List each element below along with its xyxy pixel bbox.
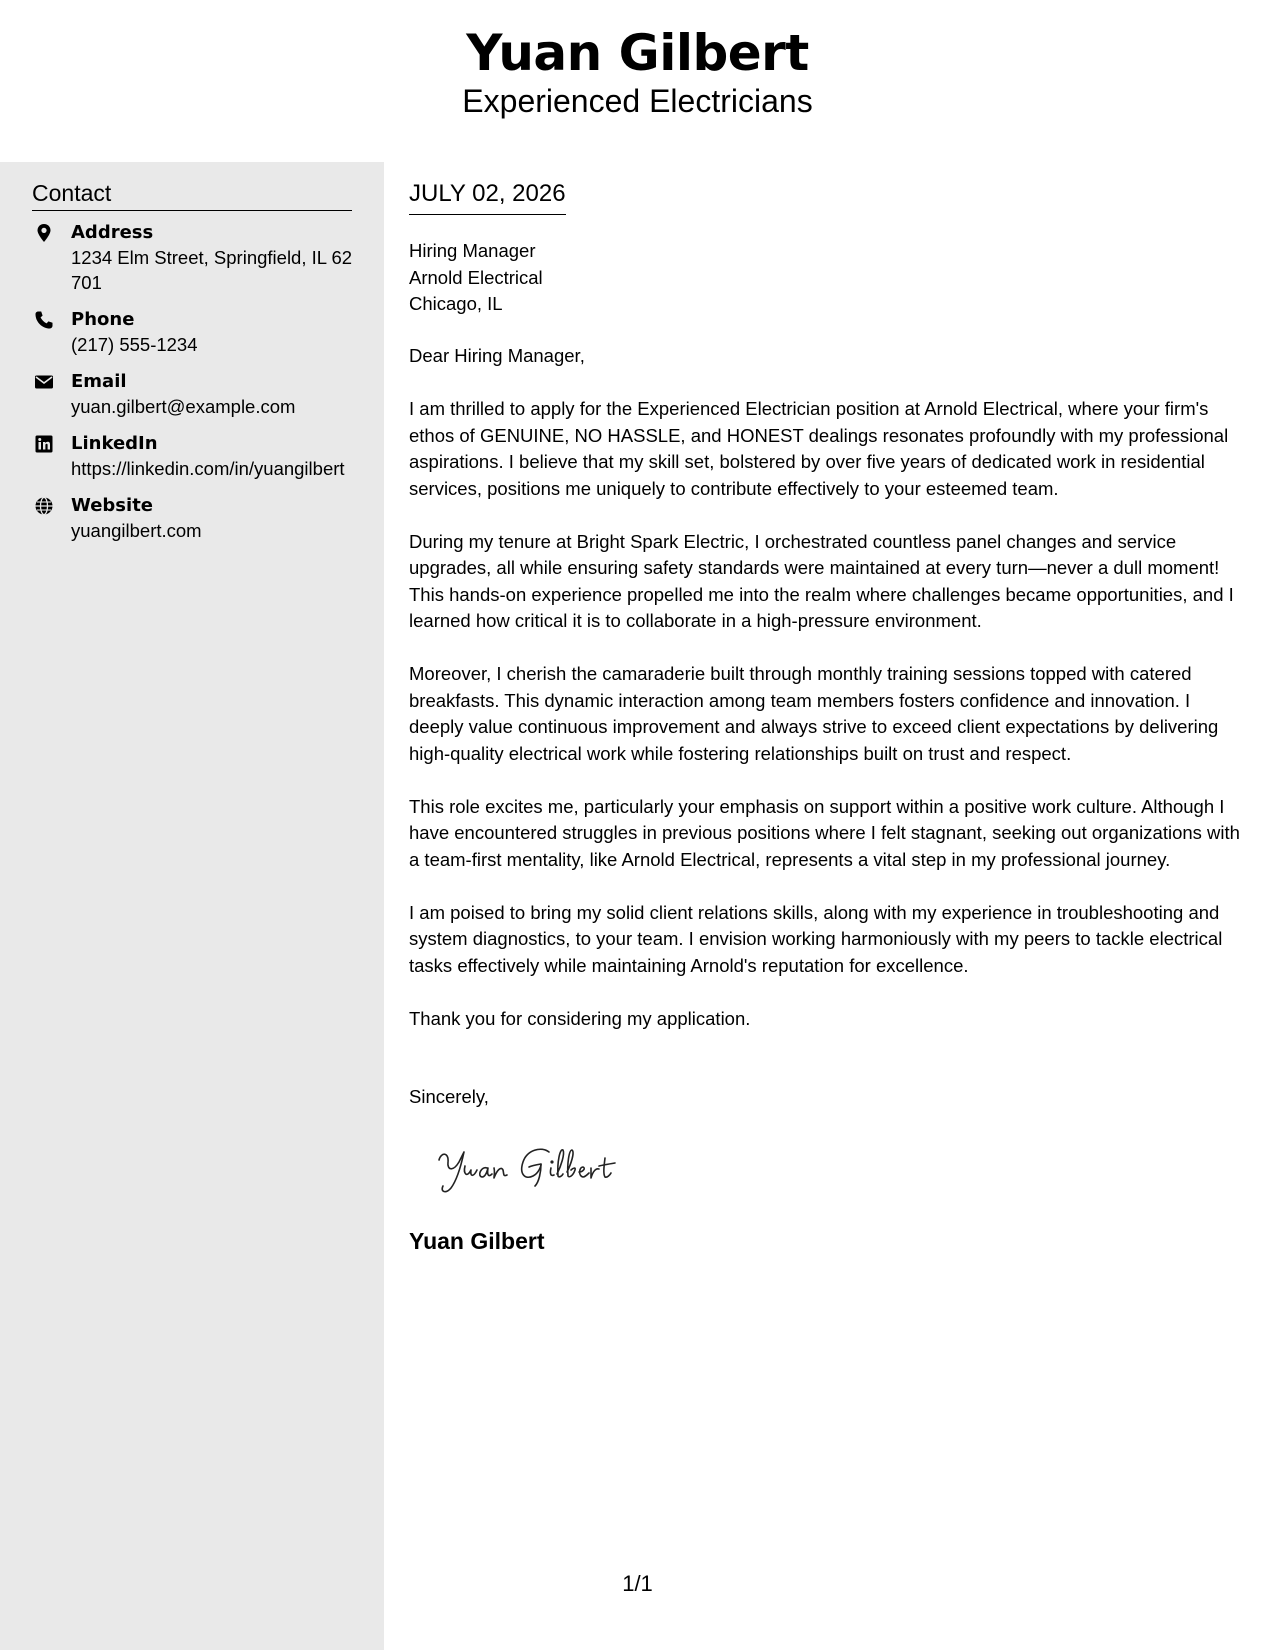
website-value[interactable]: yuangilbert.com xyxy=(71,520,202,541)
contact-sidebar xyxy=(0,162,384,1650)
globe-icon xyxy=(34,496,54,516)
body-paragraph: Moreover, I cherish the camaraderie built through monthly training sessions topped with catered breakfasts. This dynamic interaction among team members fosters confidence and innovation. I deeply value continuous improvement and always strive to exceed client expectations by delivering high-quality electrical work while fostering relationships built on trust and respect. xyxy=(409,663,1219,764)
email-value: yuan.gilbert@example.com xyxy=(71,396,296,417)
contact-item-phone xyxy=(32,307,362,357)
body-paragraph: Thank you for considering my application. xyxy=(409,1007,751,1029)
applicant-name: Yuan Gilbert xyxy=(466,24,809,82)
phone-value: (217) 555-1234 xyxy=(71,334,198,355)
contact-label: Phone xyxy=(71,309,135,330)
recipient-line: Hiring Manager xyxy=(409,240,536,261)
letter-body xyxy=(409,343,1249,1059)
signer-name: Yuan Gilbert xyxy=(409,1228,545,1254)
recipient-line: Arnold Electrical xyxy=(409,266,543,288)
contact-heading: Contact xyxy=(32,178,352,211)
linkedin-icon xyxy=(34,434,54,454)
body-paragraph: I am poised to bring my solid client relations skills, along with my experience in troubleshooting and system diagnostics, to your team. I envision working harmoniously with my peers to tackle electrical tasks effectively while maintaining Arnold's reputation for excellence. xyxy=(409,901,1223,976)
contact-label: LinkedIn xyxy=(71,433,158,454)
contact-item-linkedin xyxy=(32,431,362,481)
body-paragraph: During my tenure at Bright Spark Electric, I orchestrated countless panel changes and service upgrades, all while ensuring safety standards were maintained at every turn—never a dull moment! This hands-on experience propelled me into the realm where challenges became opportunities, and I learned how critical it is to collaborate in a high-pressure environment. xyxy=(409,530,1234,631)
salutation: Dear Hiring Manager, xyxy=(409,345,585,366)
closing: Sincerely, xyxy=(409,1086,489,1107)
contact-item-website xyxy=(32,493,362,543)
contact-item-email xyxy=(32,369,362,419)
contact-label: Website xyxy=(71,495,154,516)
body-paragraph: I am thrilled to apply for the Experienced Electrician position at Arnold Electrical, where your firm's ethos of GENUINE, NO HASSLE, and HONEST dealings resonates profoundly with my professional aspirations. I believe that my skill set, bolstered by over five years of dedicated work in residential services, positions me uniquely to contribute effectively to your esteemed team. xyxy=(409,398,1229,499)
phone-icon xyxy=(34,310,54,330)
letter-header xyxy=(0,0,1275,162)
letter-date: JULY 02, 2026 xyxy=(409,178,566,215)
map-pin-icon xyxy=(34,223,54,243)
envelope-icon xyxy=(34,372,54,392)
handwritten-signature xyxy=(431,1132,651,1202)
body-paragraph: This role excites me, particularly your emphasis on support within a positive work culture. Although I have encountered struggles in previous positions where I felt stagnant, seeking out organizations with a team-first mentality, like Arnold Electrical, represents a vital step in my professional journey. xyxy=(409,795,1240,870)
contact-label: Address xyxy=(71,222,154,243)
applicant-title: Experienced Electricians xyxy=(462,83,813,119)
contact-item-address xyxy=(32,220,362,295)
recipient-block xyxy=(409,238,543,318)
recipient-line: Chicago, IL xyxy=(409,293,503,314)
contact-list xyxy=(32,220,362,555)
page-number: 1/1 xyxy=(622,1571,653,1596)
linkedin-value[interactable]: https://linkedin.com/in/yuangilbert xyxy=(71,458,345,479)
contact-label: Email xyxy=(71,371,127,392)
address-value: 1234 Elm Street, Springfield, IL 62701 xyxy=(71,247,353,293)
